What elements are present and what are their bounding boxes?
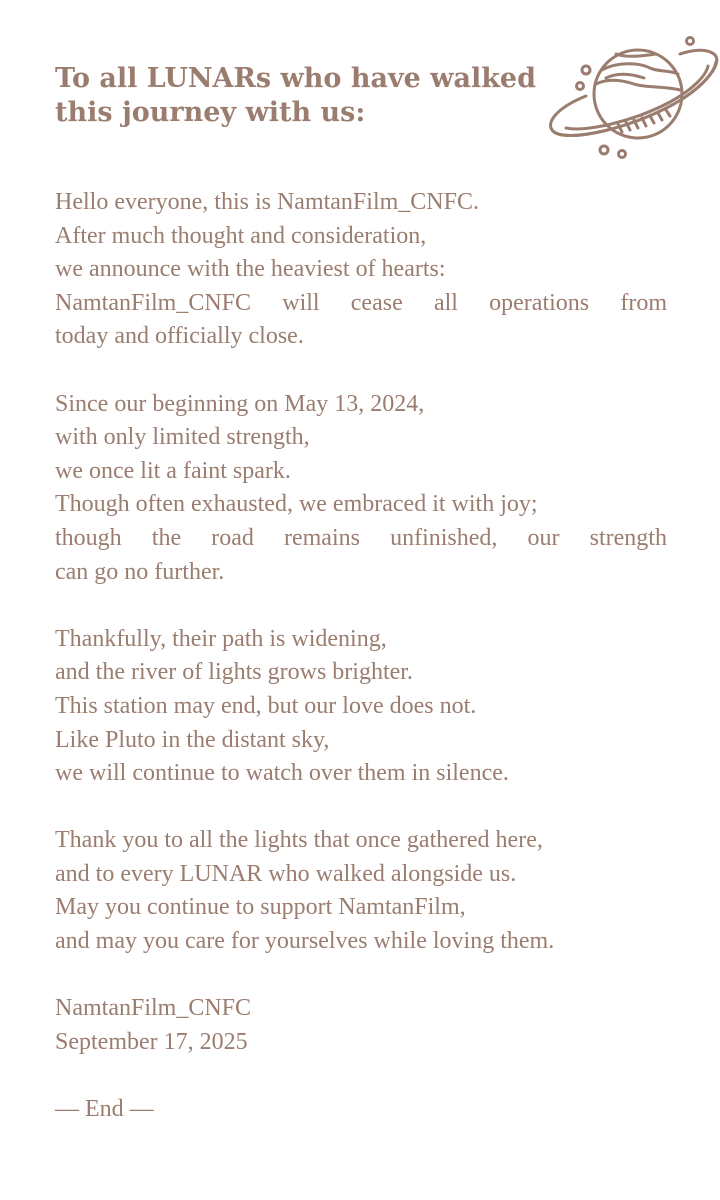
text-line: with only limited strength, [55, 424, 310, 451]
text-line: and the river of lights grows brighter. [55, 659, 413, 686]
text-line: After much thought and consideration, [55, 222, 427, 249]
word: our [527, 524, 560, 551]
text-line-justified [55, 287, 667, 321]
text-line: Thankfully, their path is widening, [55, 625, 387, 652]
word: from [620, 289, 667, 316]
text-line: Hello everyone, this is NamtanFilm_CNFC. [55, 189, 479, 215]
heading-line: this journey with us: [55, 97, 366, 128]
text-line: we announce with the heaviest of hearts: [55, 256, 446, 283]
text-line: This station may end, but our love does not. [55, 692, 477, 719]
text-line: Since our beginning on May 13, 2024, [55, 390, 425, 417]
word: cease [350, 289, 403, 316]
word: strength [589, 524, 667, 551]
word: remains [283, 524, 360, 551]
letter-body [55, 186, 667, 1127]
word: unfinished, [390, 524, 498, 551]
word: will [282, 289, 320, 316]
text-line: and to every LUNAR who walked alongside us. [55, 860, 517, 887]
signature-date: September 17, 2025 [55, 1028, 248, 1055]
word: NamtanFilm_CNFC [55, 289, 252, 316]
text-line: today and officially close. [55, 323, 304, 350]
signature [55, 992, 667, 1059]
text-line-justified [55, 522, 667, 556]
closing [55, 1093, 667, 1127]
text-line: Like Pluto in the distant sky, [55, 726, 330, 753]
text-line: can go no further. [55, 558, 225, 585]
word: all [433, 289, 458, 316]
text-line: we once lit a faint spark. [55, 457, 291, 484]
word: road [211, 524, 254, 551]
ringed-planet-icon [546, 32, 720, 162]
paragraph [55, 824, 667, 958]
text-line: we will continue to watch over them in silence. [55, 760, 509, 787]
word: the [151, 524, 182, 551]
word: though [55, 524, 122, 551]
text-line: Thank you to all the lights that once gathered here, [55, 827, 543, 854]
paragraph [55, 388, 667, 590]
letter-heading [55, 62, 545, 130]
closing-mark: — End — [55, 1096, 154, 1123]
text-line: May you continue to support NamtanFilm, [55, 894, 466, 921]
paragraph [55, 186, 667, 354]
paragraph [55, 623, 667, 791]
heading-line: To all LUNARs who have walked [55, 63, 536, 94]
signature-name: NamtanFilm_CNFC [55, 995, 252, 1022]
text-line: and may you care for yourselves while loving them. [55, 928, 555, 955]
word: operations [489, 289, 590, 316]
text-line: Though often exhausted, we embraced it with joy; [55, 491, 538, 518]
